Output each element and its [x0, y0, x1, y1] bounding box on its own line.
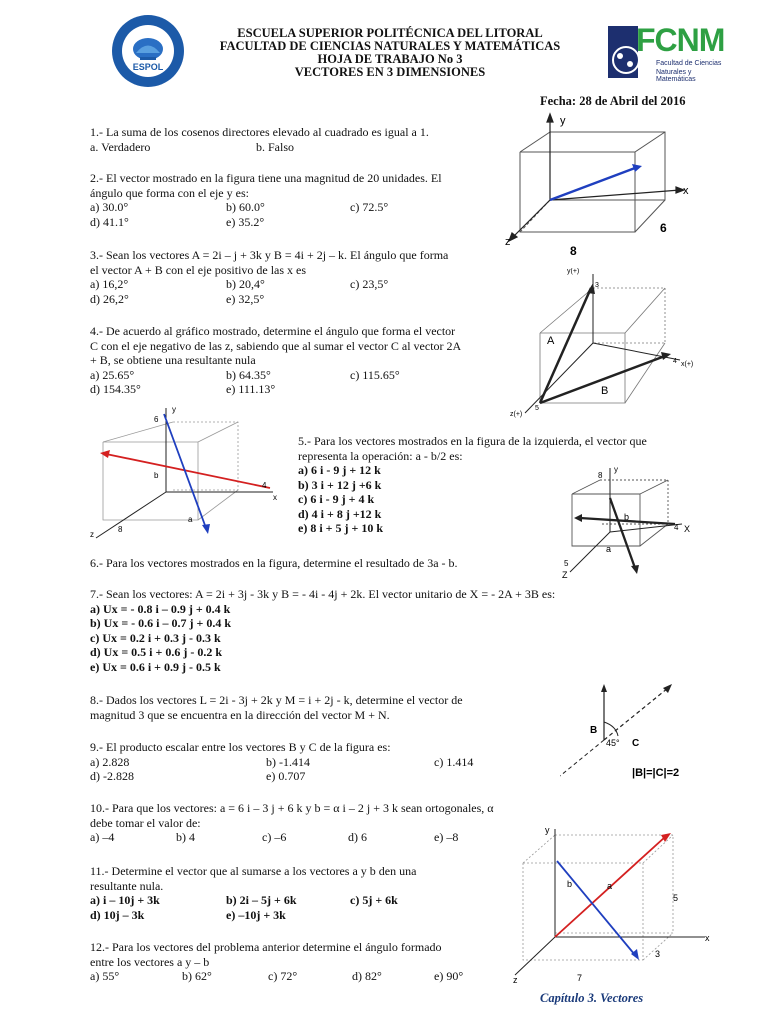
axis-z-label: z	[90, 530, 94, 539]
option-a: a) 55°	[90, 969, 120, 983]
option-c: c) 115.65°	[350, 367, 400, 382]
option-b: b. Falso	[256, 139, 295, 154]
question-text: 9.- El producto escalar entre los vectores B y C de la figura es:	[90, 740, 391, 754]
option-d: d) 6	[348, 830, 367, 844]
question-text: 10.- Para que los vectores: a = 6 i – 3 j + 6 k y b = α i – 2 j + 3 k sean ortogonales, α	[90, 801, 494, 815]
option-b: b) -1.414	[266, 754, 310, 769]
axis-x-label: x(+)	[681, 361, 694, 368]
fcnm-logo-sub2: Naturales y Matemáticas	[656, 69, 696, 83]
option-e: e) –10j + 3k	[226, 907, 286, 922]
question-10	[90, 801, 550, 845]
option-a: a) i – 10j + 3k	[90, 893, 160, 907]
figure-q6-box	[560, 462, 710, 580]
vector-b-label: B	[590, 725, 598, 736]
axis-z-label: Z	[562, 570, 568, 580]
axis-x-label: X	[684, 524, 691, 534]
option-b: b) 64.35°	[226, 367, 271, 382]
option-a: a) Ux = - 0.8 i – 0.9 j + 0.4 k	[90, 601, 231, 616]
vector-c-label: C	[632, 738, 640, 749]
option-e: e) 32,5°	[226, 291, 265, 306]
question-4	[90, 324, 502, 397]
axis-y-label: y	[614, 465, 618, 474]
vector-a-label: a	[188, 515, 193, 524]
option-a: a) 25.65°	[90, 367, 135, 382]
dimension-label: 6	[660, 221, 667, 235]
option-a: a) 30.0°	[90, 200, 129, 214]
option-b: b) 62°	[182, 969, 212, 983]
question-text: 1.- La suma de los cosenos directores elevado al cuadrado es igual a 1.	[90, 125, 429, 139]
question-2	[90, 171, 510, 229]
magnitude-label: |B|=|C|=2	[632, 767, 680, 779]
option-a: a) –4	[90, 830, 115, 844]
worksheet-topic: VECTORES EN 3 DIMENSIONES	[294, 65, 486, 79]
vector-a-label: a	[606, 544, 612, 554]
option-c: c) 1.414	[434, 754, 474, 769]
option-c: c) 72.5°	[350, 200, 389, 214]
option-b: b) Ux = - 0.6 i – 0.7 j + 0.4 k	[90, 616, 232, 630]
question-text: 6.- Para los vectores mostrados en la figura, determine el resultado de 3a - b.	[90, 556, 458, 570]
option-b: b) 20,4°	[226, 277, 265, 291]
fcnm-logo-sub1: Facultad de Ciencias	[656, 60, 722, 67]
option-b: b) 4	[176, 830, 195, 844]
figure-q11-box	[505, 825, 720, 990]
option-d: d) 41.1°	[90, 214, 129, 229]
option-d: d) 82°	[352, 969, 382, 983]
question-7	[90, 587, 710, 674]
option-a: a) 6 i - 9 j + 12 k	[298, 463, 381, 477]
option-e: e) 0.707	[266, 769, 306, 783]
question-text: 12.- Para los vectores del problema anterior determine el ángulo formado	[90, 940, 442, 954]
question-text: ángulo que forma con el eje y es:	[90, 185, 249, 200]
question-text: entre los vectores a y – b	[90, 954, 210, 969]
question-3	[90, 248, 510, 306]
axis-y-label: y	[560, 115, 566, 127]
tick-label: 4	[673, 358, 677, 365]
question-6	[90, 556, 530, 571]
question-text: 7.- Sean los vectores: A = 2i + 3j - 3k y B = - 4i - 4j + 2k. El vector unitario de X = - 2A + 3B es:	[90, 587, 556, 601]
faculty-name: FACULTAD DE CIENCIAS NATURALES Y MATEMÁTICAS	[219, 39, 561, 53]
axis-z-label: z(+)	[510, 411, 523, 418]
tick-label: 4	[674, 523, 679, 532]
fcnm-logo	[606, 22, 724, 82]
option-b: b) 3 i + 12 j +6 k	[298, 477, 382, 492]
option-d: d) 154.35°	[90, 382, 141, 396]
figure-q4-box	[505, 268, 695, 418]
question-12	[90, 940, 490, 984]
option-c: c) Ux = 0.2 i + 0.3 j - 0.3 k	[90, 630, 221, 645]
question-text: 5.- Para los vectores mostrados en la figura de la izquierda, el vector que	[298, 434, 647, 448]
question-text: el vector A + B con el eje positivo de las x es	[90, 262, 307, 277]
option-d: d) -2.828	[90, 769, 134, 783]
option-d: d) 10j – 3k	[90, 907, 145, 922]
angle-label: 45°	[606, 738, 620, 748]
option-e: e) Ux = 0.6 i + 0.9 j - 0.5 k	[90, 659, 221, 674]
school-name: ESCUELA SUPERIOR POLITÉCNICA DEL LITORAL	[237, 26, 543, 40]
axis-y-label: y	[172, 405, 176, 414]
chapter-footer: Capítulo 3. Vectores	[540, 991, 644, 1005]
axis-z-label: z	[513, 975, 518, 985]
axis-y-label: y(+)	[567, 268, 580, 275]
option-c: c) –6	[262, 830, 287, 844]
question-11	[90, 864, 482, 922]
option-c: c) 72°	[268, 969, 298, 983]
question-8	[90, 693, 550, 722]
option-c: c) 5j + 6k	[350, 893, 398, 907]
option-e: e) 35.2°	[226, 214, 265, 229]
vector-b-label: b	[567, 879, 573, 889]
vector-b-label: b	[624, 512, 630, 522]
option-b: b) 2i – 5j + 6k	[226, 893, 297, 907]
axis-x-label: x	[705, 933, 710, 943]
tick-label: 5	[535, 405, 539, 412]
tick-label: 5	[564, 559, 569, 568]
option-d: d) Ux = 0.5 i + 0.6 j - 0.2 k	[90, 645, 223, 659]
option-e: e) –8	[434, 830, 459, 844]
question-text: 4.- De acuerdo al gráfico mostrado, determine el ángulo que forma el vector	[90, 324, 456, 338]
question-text: C con el eje negativo de las z, sabiendo que al sumar el vector C al vector 2A	[90, 338, 462, 353]
vector-b-label: B	[601, 385, 609, 397]
question-1	[90, 125, 510, 154]
option-a: a) 2.828	[90, 754, 130, 769]
axis-x-label: x	[683, 185, 689, 197]
worksheet-date: Fecha: 28 de Abril del 2016	[540, 94, 686, 108]
option-a: a. Verdadero	[90, 139, 151, 154]
figure-q9-vectors	[560, 680, 690, 825]
option-c: c) 6 i - 9 j + 4 k	[298, 492, 375, 506]
question-text: + B, se obtiene una resultante nula	[90, 353, 256, 367]
figure-q5-box	[88, 400, 288, 545]
question-text: 3.- Sean los vectores A = 2i – j + 3k y B = 4i + 2j – k. El ángulo que forma	[90, 248, 449, 262]
tick-label: 5	[673, 893, 679, 903]
tick-label: 8	[118, 525, 123, 534]
tick-label: 3	[655, 949, 661, 959]
vector-b-label: b	[154, 471, 159, 480]
vector-a-label: A	[547, 335, 555, 347]
espol-logo-text: ESPOL	[132, 62, 164, 72]
question-text: 2.- El vector mostrado en la figura tiene una magnitud de 20 unidades. El	[90, 171, 442, 185]
option-d: d) 26,2°	[90, 291, 129, 306]
question-text: 11.- Determine el vector que al sumarse a los vectores a y b den una	[90, 864, 417, 878]
figure-q2-box	[500, 110, 710, 260]
question-text: magnitud 3 que se encuentra en la dirección del vector M + N.	[90, 707, 390, 722]
page-header	[175, 27, 605, 79]
question-9	[90, 740, 530, 784]
option-c: c) 23,5°	[350, 277, 389, 291]
option-e: e) 8 i + 5 j + 10 k	[298, 521, 384, 535]
option-e: e) 111.13°	[226, 382, 276, 396]
vector-a-label: a	[607, 881, 613, 891]
option-a: a) 16,2°	[90, 277, 129, 291]
axis-y-label: y	[545, 825, 550, 835]
option-d: d) 4 i + 8 j +12 k	[298, 506, 382, 521]
tick-label: 8	[598, 471, 603, 480]
worksheet-number: HOJA DE TRABAJO No 3	[317, 52, 463, 66]
tick-label: 7	[577, 973, 583, 983]
axis-z-label: z	[505, 236, 511, 248]
question-text: 8.- Dados los vectores L = 2i - 3j + 2k y M = i + 2j - k, determine el vector de	[90, 693, 463, 707]
option-b: b) 60.0°	[226, 200, 265, 214]
option-e: e) 90°	[434, 969, 464, 983]
question-text: debe tomar el valor de:	[90, 815, 201, 830]
axis-x-label: x	[273, 493, 277, 502]
tick-label: 3	[595, 282, 599, 289]
dimension-label: 8	[570, 244, 577, 258]
question-text: representa la operación: a - b/2 es:	[298, 448, 463, 463]
question-text: resultante nula.	[90, 878, 164, 893]
tick-label: 4	[262, 481, 267, 490]
fcnm-logo-text: FCNM	[636, 22, 725, 58]
tick-label: 6	[154, 415, 159, 424]
